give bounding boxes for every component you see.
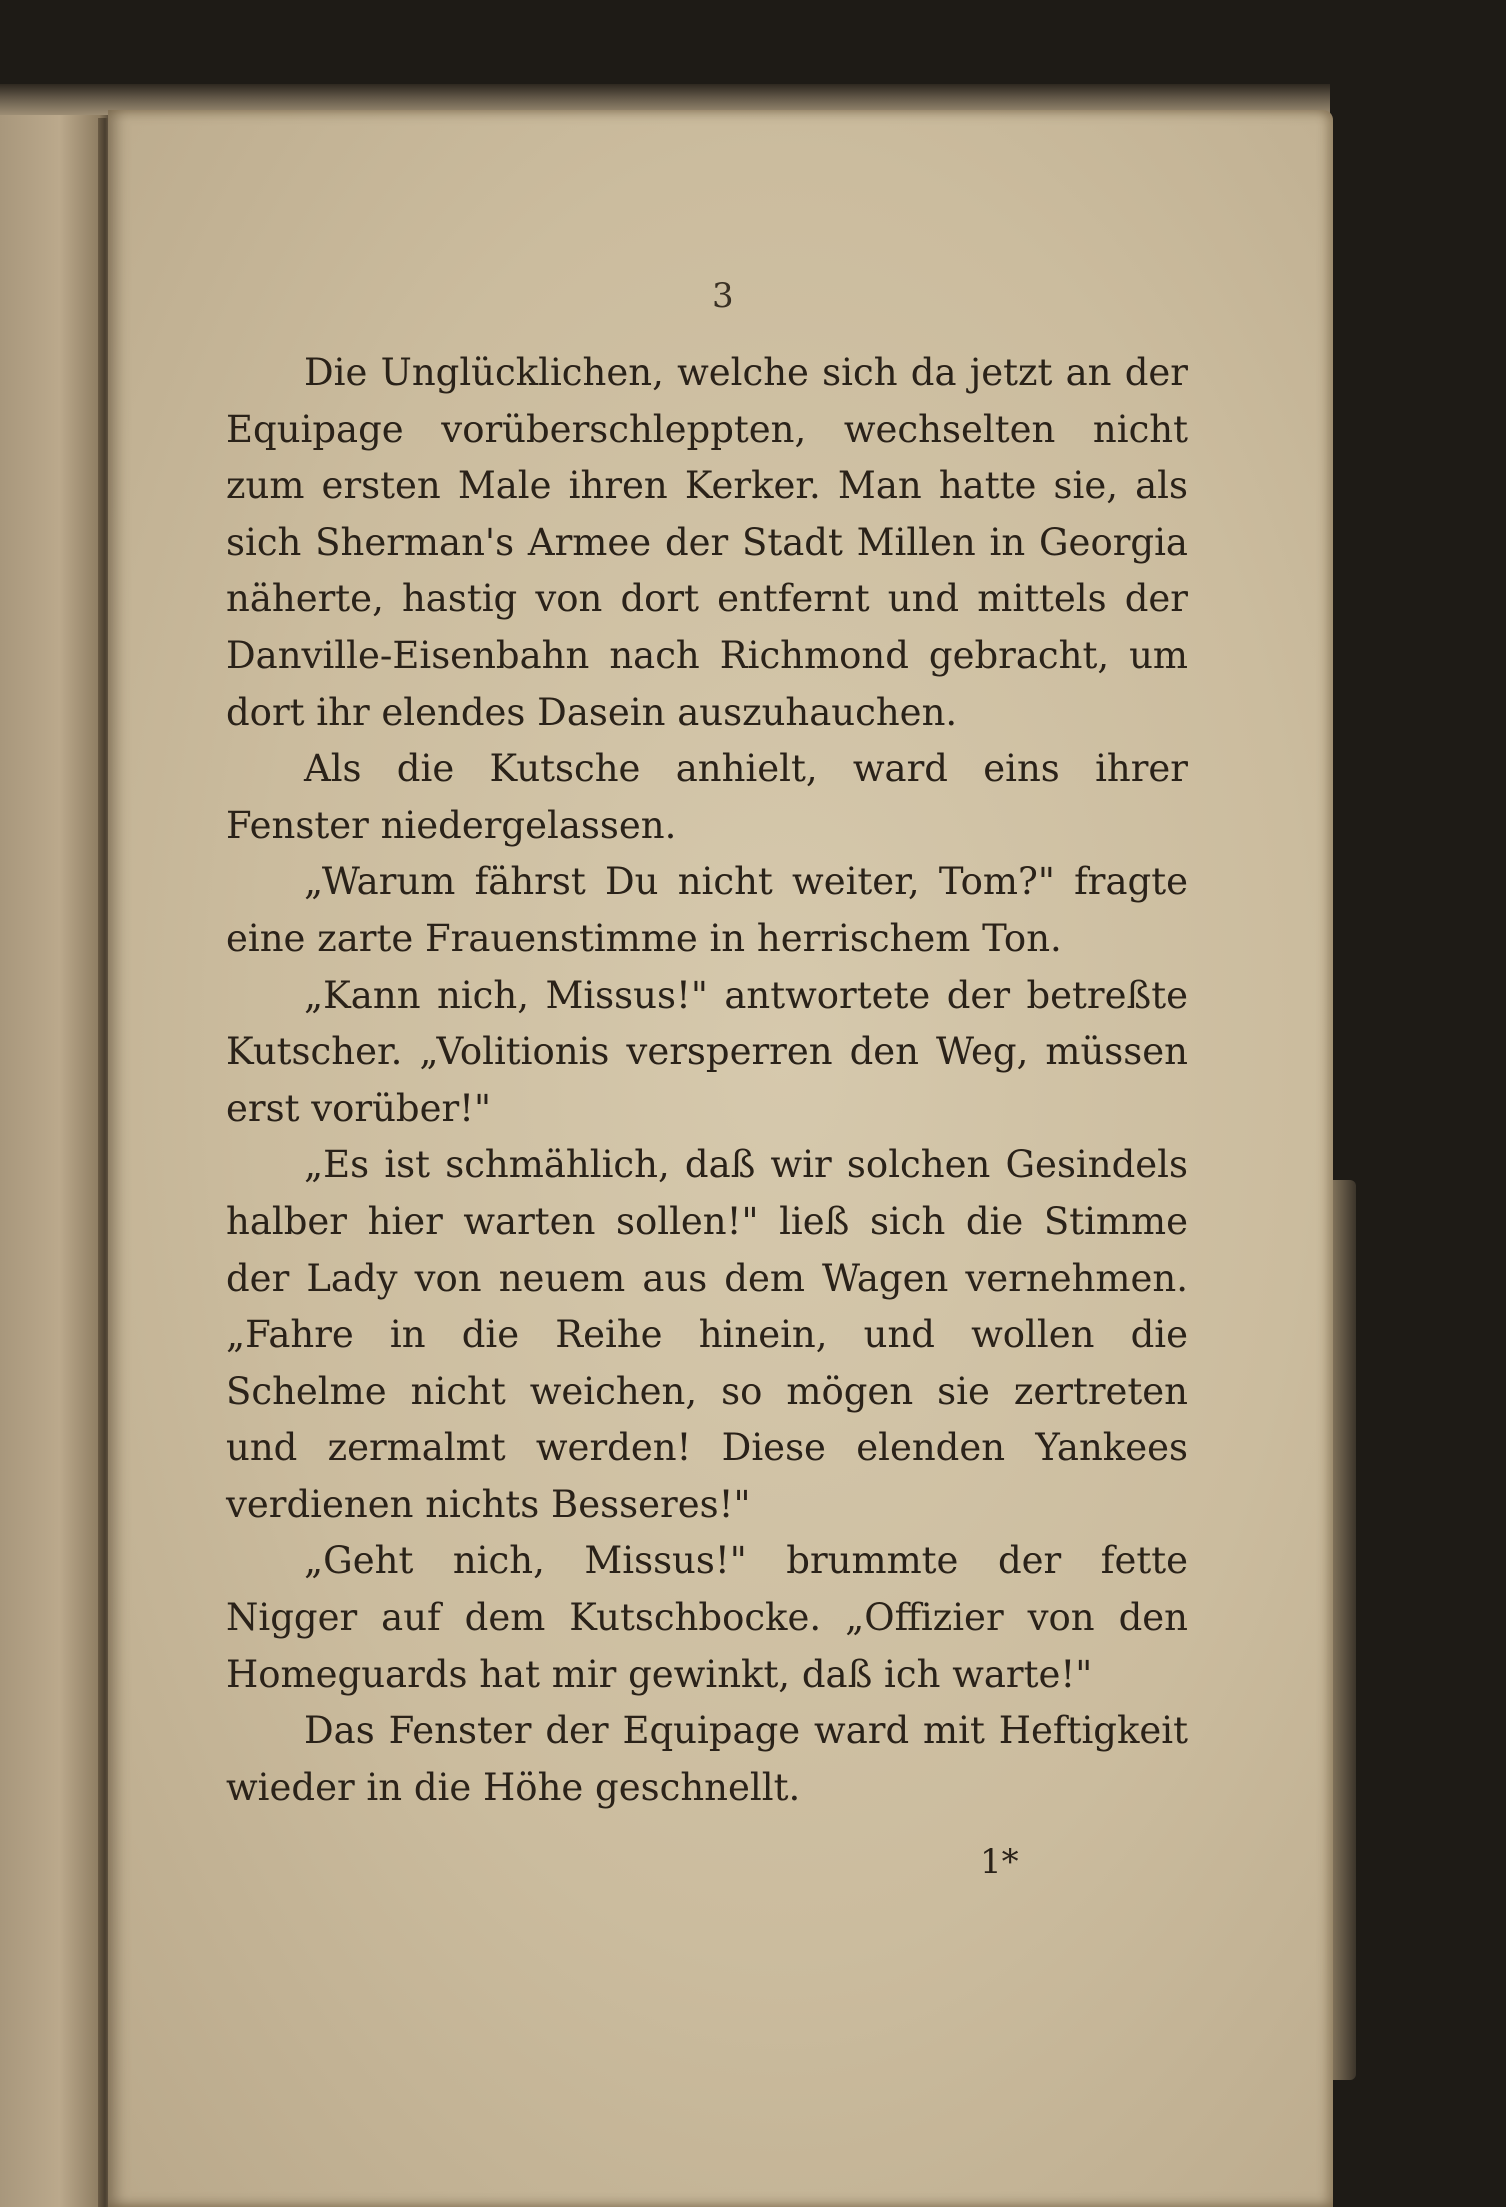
page-body-text — [226, 345, 1188, 1816]
page-number: 3 — [712, 276, 734, 316]
previous-page-edge — [0, 115, 108, 2207]
signature-mark: 1* — [980, 1842, 1019, 1882]
paragraph: „Es ist schmählich, daß wir solchen Gesindels halber hier warten sollen!" ließ sich die Stimme der Lady von neuem aus dem Wagen vernehmen. „Fahre in die Reihe hinein, und wollen die Schelme nicht weichen, so mögen sie zertreten und zermalmt werden! Diese elenden Yankees verdienen nichts Besseres!" — [226, 1143, 1188, 1526]
paragraph: „Kann nich, Missus!" antwortete der betreßte Kutscher. „Volitionis versperren den Weg, müssen erst vorüber!" — [226, 973, 1188, 1130]
paragraph: Als die Kutsche anhielt, ward eins ihrer Fenster niedergelassen. — [226, 747, 1188, 847]
paragraph: Das Fenster der Equipage ward mit Heftigkeit wieder in die Höhe geschnellt. — [226, 1709, 1188, 1809]
paragraph: Die Unglücklichen, welche sich da jetzt an der Equipage vorüberschleppten, wechselten nicht zum ersten Male ihren Kerker. Man hatte sie, als sich Sherman's Armee der Stadt Millen in Georgia näherte, hastig von dort entfernt und mittels der Danville-Eisenbahn nach Richmond gebracht, um dort ihr elendes Dasein auszuhauchen. — [226, 351, 1188, 734]
paragraph: „Warum fährst Du nicht weiter, Tom?" fragte eine zarte Frauenstimme in herrischem Ton. — [226, 860, 1188, 960]
paragraph: „Geht nich, Missus!" brummte der fette Nigger auf dem Kutschbocke. „Offizier von den Homeguards hat mir gewinkt, daß ich warte!" — [226, 1539, 1188, 1696]
